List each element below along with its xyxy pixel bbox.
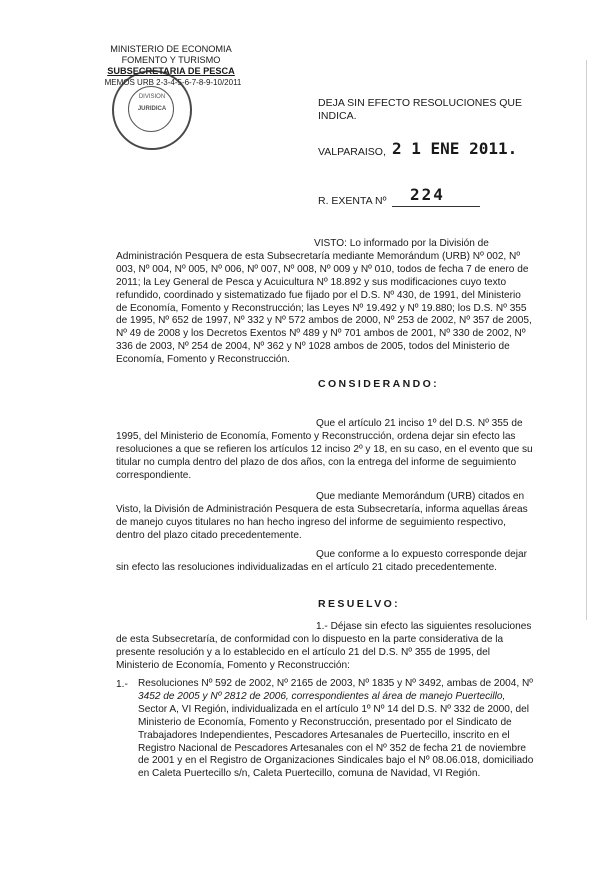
considerando-line: titular no cumpla dentro del plazo de dos años, con la entrega del informe de seguimiento <box>116 456 517 468</box>
visto-line: VISTO: Lo informado por la División de <box>314 238 489 249</box>
ministry-line-3: SUBSECRETARIA DE PESCA <box>107 66 235 76</box>
visto-line: refundido, coordinado y sistematizado fue fijado por el D.S. Nº 430, de 1991, del Ministerio <box>116 289 521 301</box>
considerando-line: resoluciones a que se refieren los artículos 12 inciso 2º y 18, en su caso, en el evento que su <box>116 443 533 455</box>
item-line: de 2001 y en el Registro de Organizaciones Sindicales bajo el Nº 08.06.018, domiciliado <box>138 755 534 767</box>
considerando-line: 1995, del Ministerio de Economía, Fomento y Reconstrucción, ordena dejar sin efecto las <box>116 430 516 442</box>
considerando-paragraph-3 <box>116 549 578 575</box>
resuelvo-line: Ministerio de Economía, Fomento y Reconstrucción: <box>116 659 350 671</box>
item-line: Registro Nacional de Pescadores Artesanales con el Nº 352 de fecha 21 de noviembre <box>138 742 527 754</box>
date-stamp: 2 1 ENE 2011. <box>392 139 518 158</box>
juridica-stamp <box>112 70 192 150</box>
considerando-line: sin efecto las resoluciones individualizadas en el artículo 21 citado precedentemente. <box>116 561 497 573</box>
stamp-top-text: DIVISION <box>138 94 166 100</box>
visto-line: 336 de 2003, Nº 254 de 2004, Nº 362 y Nº 1028 ambos de 2005, todos del Ministerio de <box>116 341 510 353</box>
item-line: Sector A, VI Región, individualizada en el artículo 1º Nº 14 del D.S. Nº 332 de 2000, del <box>138 703 529 715</box>
memo-reference: MEMOS URB 2-3-4-5-6-7-8-9-10/2011 <box>104 78 242 87</box>
considerando-paragraph-1 <box>116 418 578 483</box>
item-line: en Caleta Puertecillo s/n, Caleta Puertecillo, comuna de Navidad, VI Región. <box>138 768 481 780</box>
resuelvo-heading: RESUELVO: <box>318 598 401 610</box>
resuelvo-item-1 <box>138 678 578 781</box>
exenta-label: R. EXENTA Nº <box>318 195 387 207</box>
visto-line: 2011; la Ley General de Pesca y Acuicultura Nº 18.892 y sus modificaciones cuyo texto <box>116 276 507 288</box>
considerando-paragraph-2 <box>116 491 578 543</box>
considerando-line: Que mediante Memorándum (URB) citados en <box>316 491 525 502</box>
exenta-number: 224 <box>410 185 445 204</box>
ministry-line-1: MINISTERIO DE ECONOMIA <box>110 44 232 54</box>
item-number: 1.- <box>116 679 128 690</box>
ministry-line-2: FOMENTO Y TURISMO <box>121 55 221 65</box>
resuelvo-line: presente resolución y a lo establecido en el artículo 21 del D.S. Nº 355 de 1995, del <box>116 646 491 658</box>
visto-paragraph <box>116 238 578 367</box>
resuelvo-line: de esta Subsecretaría, de conformidad con lo dispuesto en la parte considerativa de la <box>116 633 504 645</box>
visto-line: Economía, Fomento y Reconstrucción. <box>116 354 290 366</box>
resuelvo-paragraph-1 <box>116 621 578 673</box>
visto-line: Administración Pesquera de esta Subsecretaría mediante Memorándum (URB) Nº 002, Nº <box>116 250 521 262</box>
considerando-heading: CONSIDERANDO: <box>318 378 440 390</box>
visto-line: de Economía, Fomento y Reconstrucción; las Leyes Nº 19.492 y Nº 19.880; los D.S. Nº 355 <box>116 302 527 314</box>
exenta-underline <box>392 206 480 207</box>
visto-line: 003, Nº 004, Nº 005, Nº 006, Nº 007, Nº 008, Nº 009 y Nº 010, todos de fecha 7 de enero de <box>116 263 529 275</box>
visto-line: de 1995, Nº 652 de 1997, Nº 332 y Nº 572 ambos de 2000, Nº 253 de 2002, Nº 357 de 2005, <box>116 315 532 327</box>
subject-line-2: INDICA. <box>318 110 357 122</box>
resuelvo-line: 1.- Déjase sin efecto las siguientes resoluciones <box>316 621 532 632</box>
considerando-line: de manejo cuyos titulares no han hecho ingreso del informe de seguimiento respectivo, <box>116 516 506 528</box>
place-label: VALPARAISO, <box>318 146 386 158</box>
stamp-mid-text: JURIDICA <box>137 106 167 112</box>
item-line: Ministerio de Economía, Fomento y Reconstrucción, presentado por el Sindicato de <box>138 716 512 728</box>
considerando-line: Que el artículo 21 inciso 1º del D.S. Nº 355 de <box>316 418 523 429</box>
subject-line-1: DEJA SIN EFECTO RESOLUCIONES QUE <box>318 97 523 109</box>
considerando-line: dentro del plazo citado precedentemente. <box>116 529 302 541</box>
considerando-line: correspondiente. <box>116 469 192 481</box>
item-line: Resoluciones Nº 592 de 2002, Nº 2165 de 2003, Nº 1835 y Nº 3492, ambas de 2004, Nº <box>138 678 533 689</box>
visto-line: Nº 49 de 2008 y los Decretos Exentos Nº 489 y Nº 701 ambos de 2001, Nº 330 de 2002, Nº <box>116 328 526 340</box>
item-line: 3452 de 2005 y Nº 2812 de 2006, correspondientes al área de manejo Puertecillo, <box>138 690 506 702</box>
item-line: Trabajadores Independientes, Pescadores Artesanales de Puertecillo, inscrito en el <box>138 729 510 741</box>
margin-line <box>586 60 587 620</box>
considerando-line: Visto, la División de Administración Pesquera de esta Subsecretaría, informa aquellas áreas <box>116 503 528 515</box>
considerando-line: Que conforme a lo expuesto corresponde dejar <box>316 549 527 560</box>
